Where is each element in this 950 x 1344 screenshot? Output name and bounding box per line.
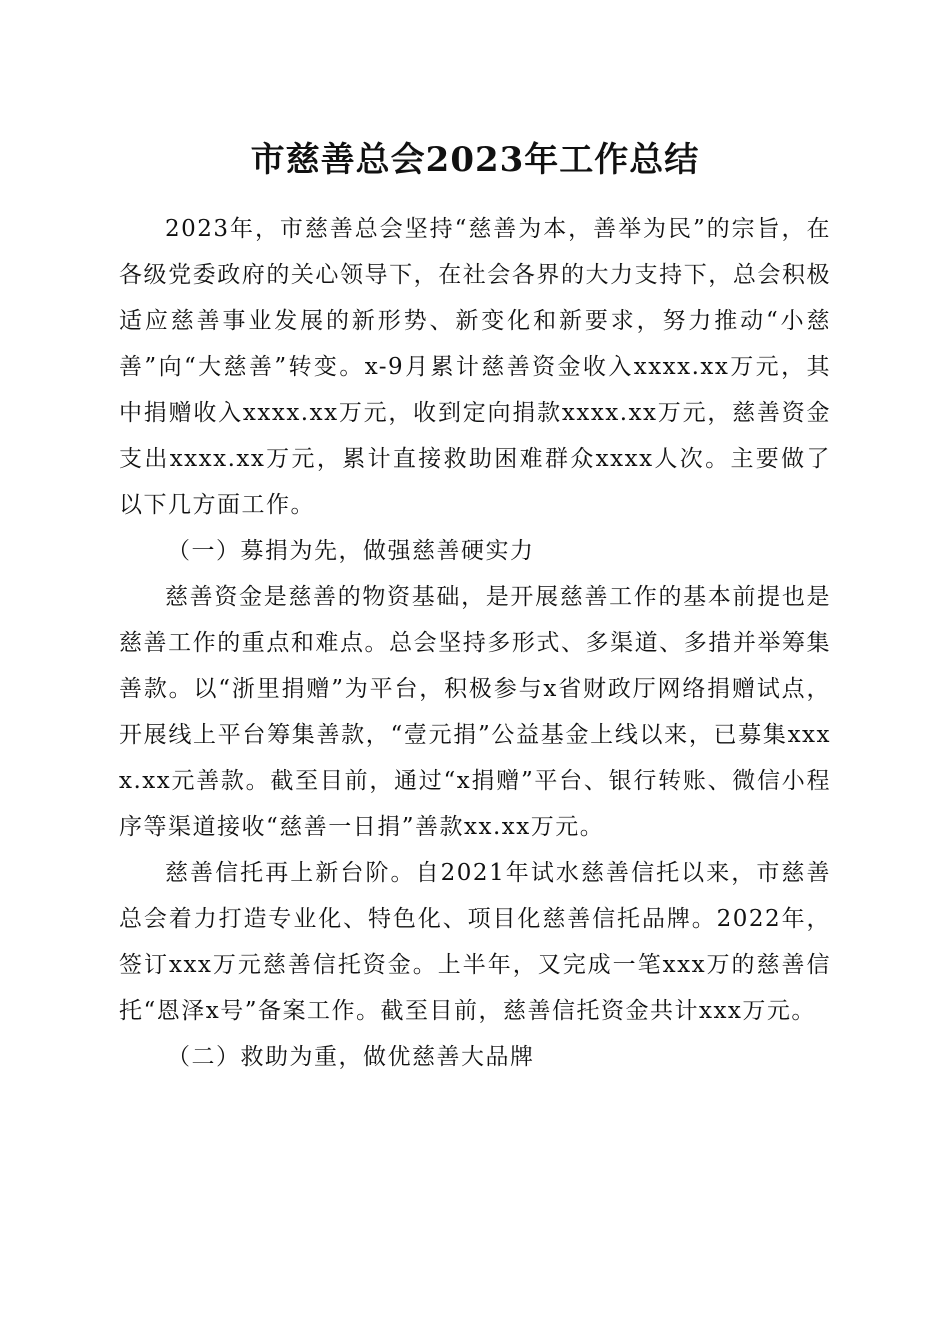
document-title: 市慈善总会2023年工作总结 [250, 140, 700, 180]
section-heading-1: （一）募捐为先，做强慈善硬实力 [167, 538, 535, 564]
document-body [119, 206, 831, 1080]
section-heading-2: （二）救助为重，做优慈善大品牌 [167, 1044, 535, 1070]
intro-paragraph: 2023年，市慈善总会坚持“慈善为本，善举为民”的宗旨，在各级党委政府的关心领导下，在社会各界的大力支持下，总会积极适应慈善事业发展的新形势、新变化和新要求，努力推动“小慈善”向“大慈善”转变。x-9月累计慈善资金收入xxxx.xx万元，其中捐赠收入xxxx.xx万元，收到定向捐款xxxx.xx万元，慈善资金支出xxxx.xx万元，累计直接救助困难群众xxxx人次。主要做了以下几方面工作。 [119, 216, 831, 518]
trust-paragraph: 慈善信托再上新台阶。自2021年试水慈善信托以来，市慈善总会着力打造专业化、特色化、项目化慈善信托品牌。2022年，签订xxx万元慈善信托资金。上半年，又完成一笔xxx万的慈善信托“恩泽x号”备案工作。截至目前，慈善信托资金共计xxx万元。 [119, 860, 831, 1024]
fundraising-paragraph: 慈善资金是慈善的物资基础，是开展慈善工作的基本前提也是慈善工作的重点和难点。总会坚持多形式、多渠道、多措并举筹集善款。以“浙里捐赠”为平台，积极参与x省财政厅网络捐赠试点，开展线上平台筹集善款，“壹元捐”公益基金上线以来，已募集xxxx.xx元善款。截至目前，通过“x捐赠”平台、银行转账、微信小程序等渠道接收“慈善一日捐”善款xx.xx万元。 [119, 584, 831, 840]
